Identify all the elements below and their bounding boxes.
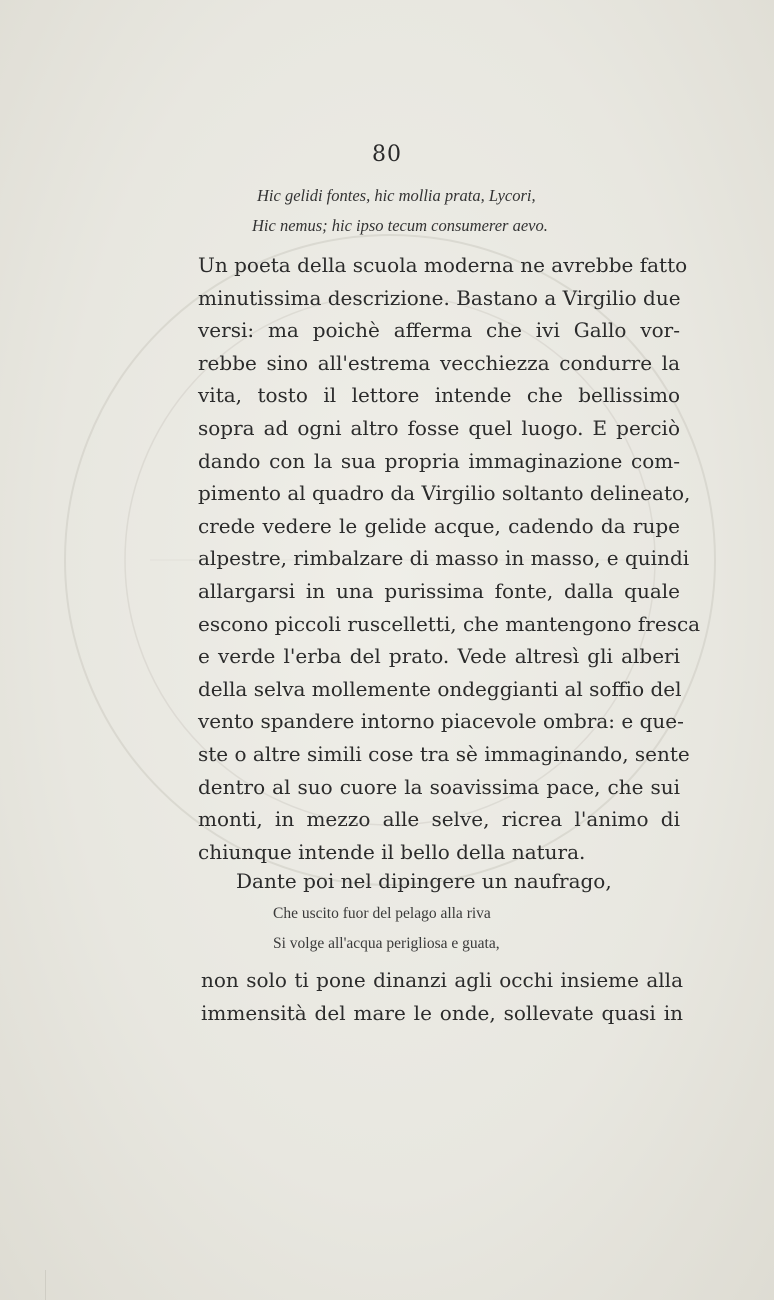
text-line: non solo ti pone dinanzi agli occhi insieme alla	[201, 968, 683, 992]
text-line: chiunque intende il bello della natura.	[198, 839, 586, 864]
text-line: versi: ma poichè afferma che ivi Gallo vor-	[198, 318, 680, 343]
text-line: alpestre, rimbalzare di masso in masso, e quindi	[198, 546, 690, 571]
text-line: dentro al suo cuore la soavissima pace, che sui	[198, 774, 680, 799]
latin-verse-line: Hic gelidi fontes, hic mollia prata, Lycori,	[257, 186, 536, 205]
text-line: dando con la sua propria immaginazione com-	[198, 448, 680, 473]
text-line: sopra ad ogni altro fosse quel luogo. E perciò	[198, 415, 680, 440]
paragraph	[201, 964, 683, 1029]
text-line: della selva mollemente ondeggianti al soffio del	[198, 676, 682, 701]
text-line: rebbe sino all'estrema vecchiezza condurre la	[198, 350, 680, 375]
text-line: monti, in mezzo alle selve, ricrea l'animo di	[198, 807, 680, 832]
text-line: ste o altre simili cose tra sè immaginando, sente	[198, 741, 690, 766]
paragraph	[236, 865, 616, 898]
text-line: escono piccoli ruscelletti, che mantengono fresca	[198, 611, 701, 636]
dante-quote-line: Che uscito fuor del pelago alla riva	[273, 905, 491, 922]
text-line: e verde l'erba del prato. Vede altresì gli alberi	[198, 644, 680, 669]
text-line: vento spandere intorno piacevole ombra: e que-	[198, 709, 684, 734]
page-edge-mark	[45, 1270, 46, 1300]
page-number: 80	[372, 142, 402, 167]
text-line: crede vedere le gelide acque, cadendo da rupe	[198, 513, 680, 538]
text-line: minutissima descrizione. Bastano a Virgilio due	[198, 285, 681, 310]
paragraph	[198, 249, 701, 868]
text-line: immensità del mare le onde, sollevate quasi in	[201, 1000, 683, 1025]
latin-verse-line: Hic nemus; hic ipso tecum consumerer aevo.	[252, 216, 548, 235]
text-line: pimento al quadro da Virgilio soltanto delineato,	[198, 481, 691, 506]
dante-quote-line: Si volge all'acqua perigliosa e guata,	[273, 935, 500, 952]
text-line: Un poeta della scuola moderna ne avrebbe fatto	[198, 253, 688, 277]
text-line: vita, tosto il lettore intende che bellissimo	[198, 383, 680, 408]
text-line: Dante poi nel dipingere un naufrago,	[236, 869, 612, 893]
text-line: allargarsi in una purissima fonte, dalla quale	[198, 578, 680, 603]
